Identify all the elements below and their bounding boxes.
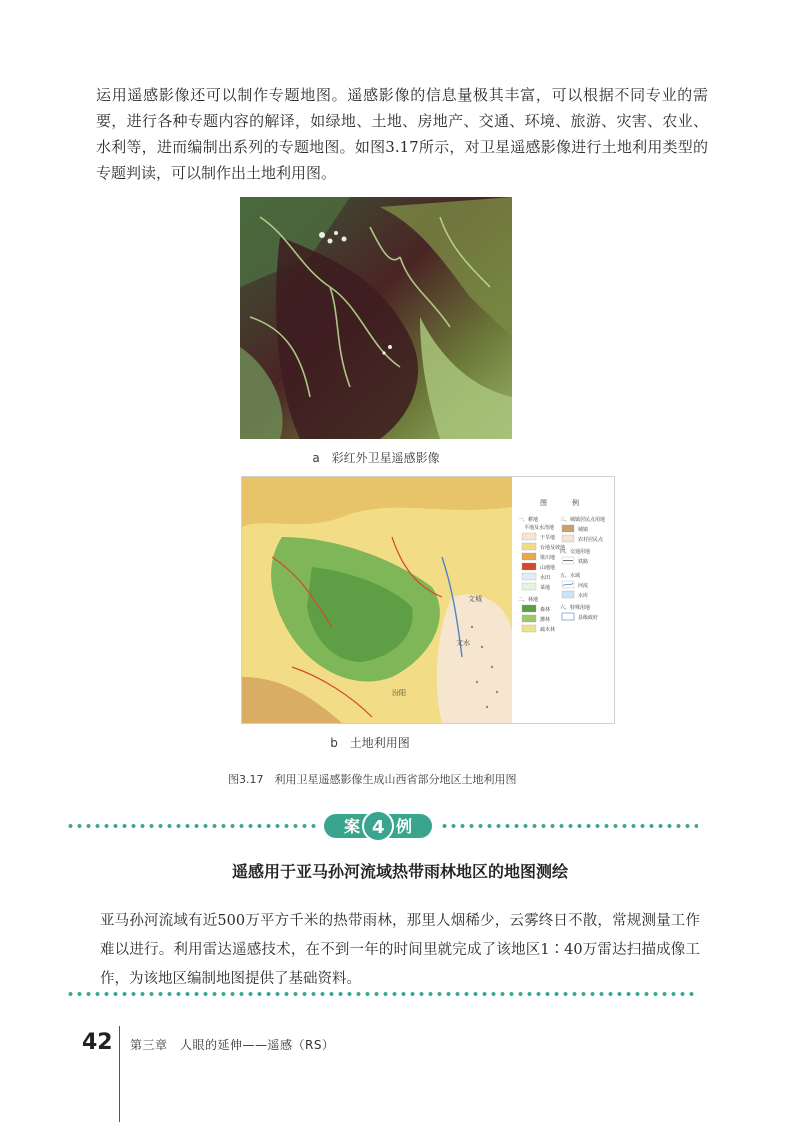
case-badge-number: 4 [372, 817, 385, 838]
case-title: 遥感用于亚马孙河流域热带雨林地区的地图测绘 [231, 862, 568, 881]
legend-title-right: 例 [572, 499, 579, 507]
svg-text:县级政府: 县级政府 [578, 615, 599, 621]
svg-text:二、林地: 二、林地 [518, 597, 539, 603]
case-badge-right: 例 [396, 817, 413, 836]
svg-text:山地地: 山地地 [540, 565, 556, 571]
svg-text:一、耕地: 一、耕地 [518, 517, 539, 523]
satellite-image [240, 197, 512, 439]
svg-text:四、交通用地: 四、交通用地 [560, 549, 591, 555]
svg-text:菜地: 菜地 [540, 585, 551, 591]
dotted-rule-right [440, 823, 698, 829]
map-legend [518, 498, 605, 633]
svg-text:水库: 水库 [578, 593, 589, 599]
svg-text:铁路: 铁路 [578, 559, 589, 565]
caption-b: b 土地利用图 [330, 736, 410, 750]
svg-text:梁川地: 梁川地 [540, 555, 556, 561]
dotted-rule-left [66, 823, 318, 829]
page-number: 42 [82, 1030, 113, 1055]
map-label-fenyang: 汾阳 [392, 689, 406, 697]
svg-text:城镇: 城镇 [578, 527, 589, 533]
map-label-wencheng: 文城 [468, 595, 482, 603]
footer-divider [119, 1026, 120, 1122]
case-body: 亚马孙河流域有近500万平方千米的热带雨林，那里人烟稀少，云雾终日不散，常规测量工作难以进行。利用雷达遥感技术，在不到一年的时间里就完成了该地区1∶40万雷达扫描成像工作，为该地区编制地图提供了基础资料。 [100, 913, 700, 987]
svg-text:疏木林: 疏木林 [540, 627, 556, 633]
svg-text:平地及水浇地: 平地及水浇地 [524, 525, 555, 531]
case-badge [322, 810, 434, 842]
svg-text:五、水域: 五、水域 [560, 573, 581, 579]
legend-title-left: 图 [540, 499, 547, 507]
svg-text:森林: 森林 [540, 607, 551, 613]
land-use-map [241, 476, 615, 724]
chapter-title: 第三章 人眼的延伸——遥感（RS） [130, 1038, 335, 1052]
map-label-wenshui: 文水 [456, 639, 470, 647]
svg-text:三、城镇居民点用地: 三、城镇居民点用地 [560, 517, 606, 523]
svg-text:台地及坡地: 台地及坡地 [540, 545, 566, 551]
svg-text:水田: 水田 [540, 575, 551, 581]
caption-a: a 彩红外卫星遥感影像 [312, 451, 440, 465]
svg-text:六、特殊用地: 六、特殊用地 [560, 605, 591, 611]
dotted-rule-bottom [66, 991, 698, 997]
figure-caption: 图3.17 利用卫星遥感影像生成山西省部分地区土地利用图 [228, 773, 517, 786]
svg-text:灌林: 灌林 [540, 617, 551, 623]
svg-text:河流: 河流 [578, 583, 589, 589]
svg-text:农村居民点: 农村居民点 [578, 537, 604, 543]
case-badge-left: 案 [344, 817, 361, 836]
intro-paragraph: 运用遥感影像还可以制作专题地图。遥感影像的信息量极其丰富，可以根据不同专业的需要，进行各种专题内容的解译，如绿地、土地、房地产、交通、环境、旅游、灾害、农业、水利等，进而编制出系列的专题地图。如图3.17所示，对卫星遥感影像进行土地利用类型的专题判读，可以制作出土地利用图。 [96, 86, 708, 182]
svg-text:干旱地: 干旱地 [540, 535, 556, 541]
